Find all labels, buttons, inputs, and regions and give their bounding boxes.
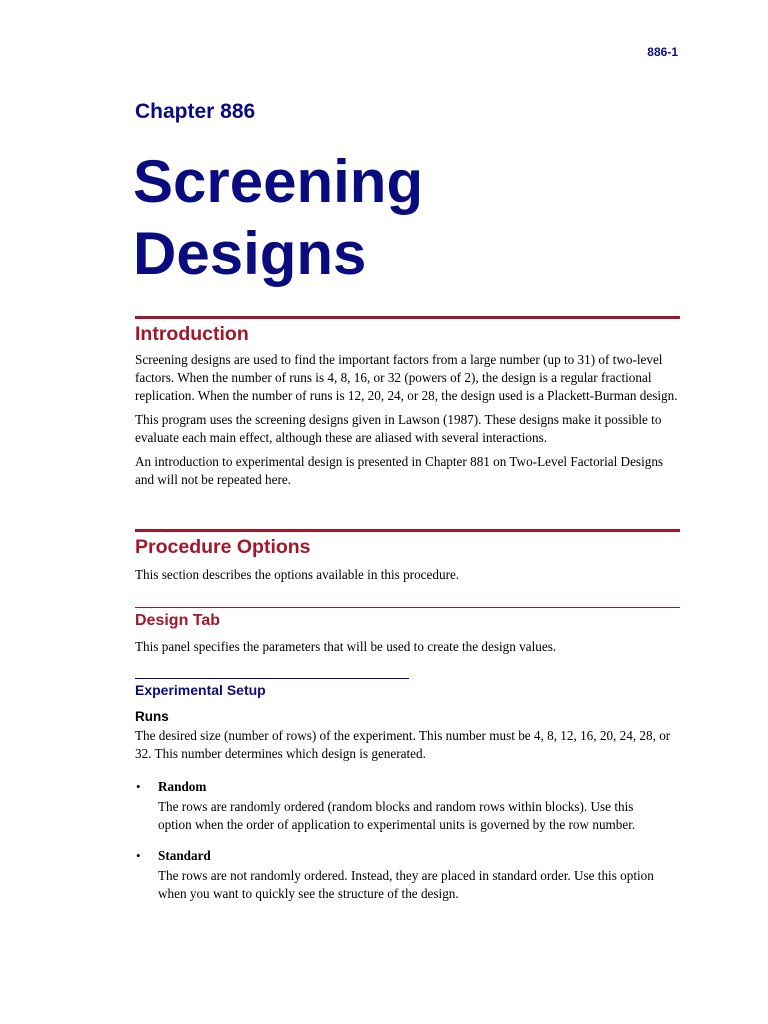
option-description: The rows are randomly ordered (random blocks and random rows within blocks). Use this option when the order of application to experimental units is governed by the row number.: [158, 799, 636, 832]
introduction-paragraph: An introduction to experimental design is presented in Chapter 881 on Two-Level Factorial Designs and will not be repeated here.: [135, 454, 664, 487]
bullet-icon: •: [136, 848, 141, 863]
introduction-heading: Introduction: [135, 323, 249, 345]
runs-section: [135, 709, 680, 763]
experimental-setup-rule: [135, 678, 409, 679]
design-tab-rule: [135, 607, 680, 608]
introduction-rule: [135, 316, 680, 319]
page-title: [133, 146, 423, 290]
runs-text: The desired size (number of rows) of the experiment. This number must be 4, 8, 12, 16, 20, 24, 28, or 32. This number determines which design is generated.: [135, 728, 671, 761]
title-line-2: Designs: [133, 220, 367, 287]
page-number: 886-1: [647, 45, 678, 59]
option-term: Random: [158, 779, 207, 794]
introduction-paragraph: This program uses the screening designs given in Lawson (1987). These designs make it possible to evaluate each main effect, although these are aliased with several interactions.: [135, 412, 662, 445]
runs-heading: Runs: [135, 709, 169, 724]
procedure-options-rule: [135, 529, 680, 532]
option-description: The rows are not randomly ordered. Instead, they are placed in standard order. Use this option when you want to quickly see the structure of the design.: [158, 868, 654, 901]
design-tab-heading: Design Tab: [135, 612, 221, 629]
bullet-icon: •: [136, 779, 141, 794]
procedure-options-text: This section describes the options available in this procedure.: [135, 567, 460, 582]
title-line-1: Screening: [133, 148, 424, 215]
experimental-setup-section: [135, 678, 680, 698]
design-tab-section: [135, 607, 680, 656]
introduction-section: [135, 316, 680, 489]
design-tab-text: This panel specifies the parameters that will be used to create the design values.: [135, 639, 557, 654]
experimental-setup-heading: Experimental Setup: [135, 682, 266, 698]
procedure-options-heading: Procedure Options: [135, 536, 311, 558]
procedure-options-section: [135, 529, 680, 584]
option-term: Standard: [158, 848, 211, 863]
chapter-label: Chapter 886: [135, 100, 256, 123]
introduction-paragraph: Screening designs are used to find the important factors from a large number (up to 31) of two-level factors. When the number of runs is 4, 8, 16, or 32 (powers of 2), the design is a regular fractional replication. When the number of runs is 12, 20, 24, or 28, the design used is a Plackett-Burman design.: [135, 352, 678, 403]
